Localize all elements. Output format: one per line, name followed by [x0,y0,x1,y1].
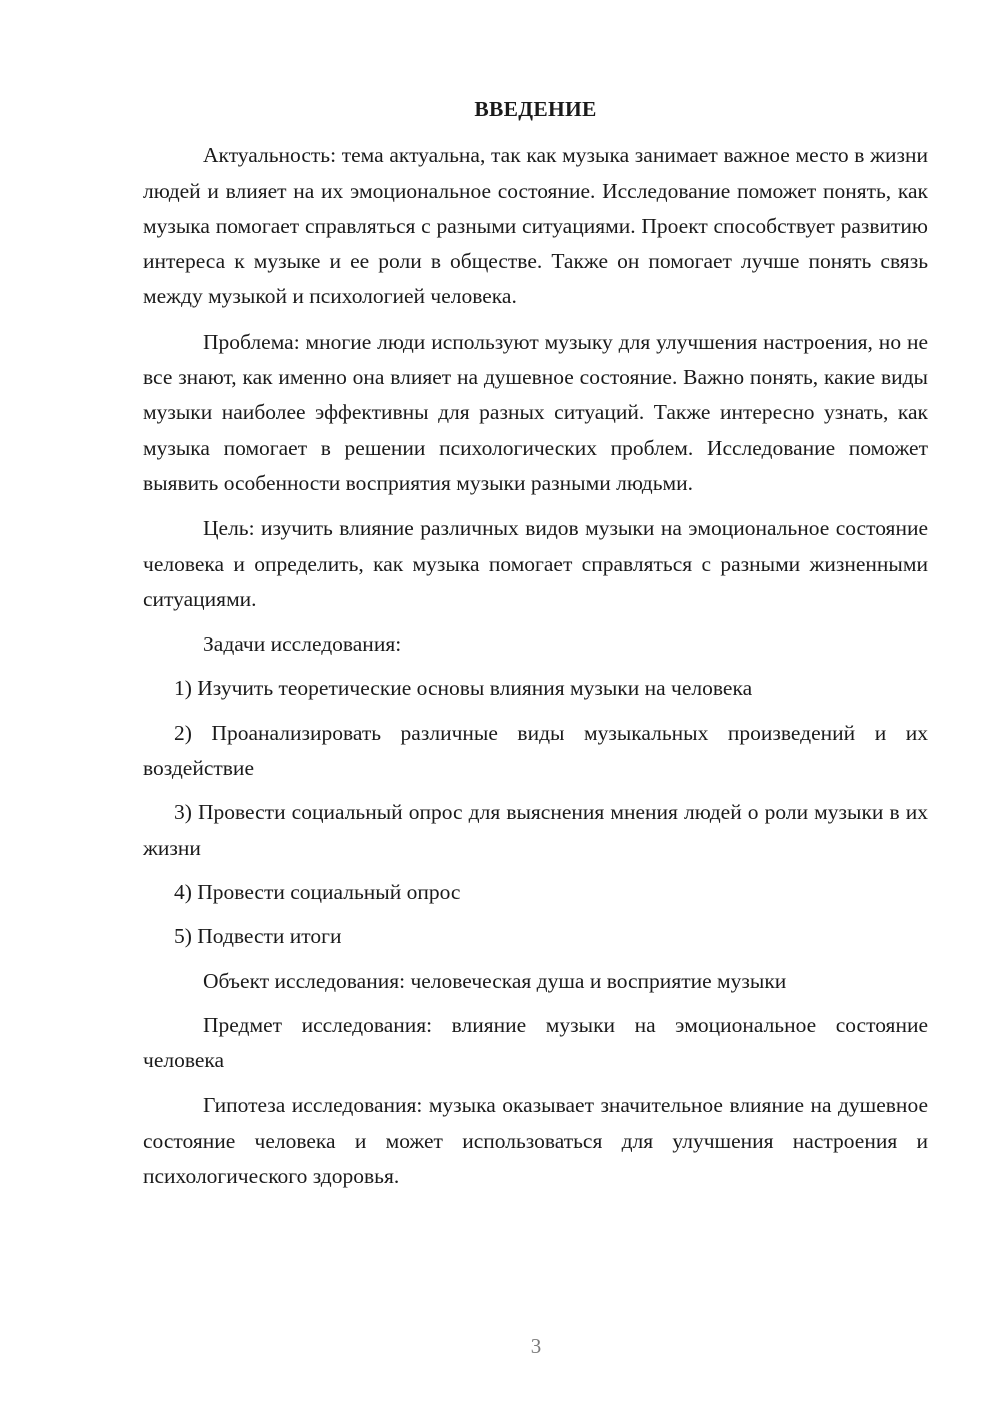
task-item-3: 3) Провести социальный опрос для выяснения мнения людей о роли музыки в их жизни [143,800,928,860]
task-item-5: 5) Подвести итоги [174,924,342,949]
paragraph-goal: Цель: изучить влияние различных видов музыки на эмоциональное состояние человека и определить, как музыка помогает справляться с разными жизненными ситуациями. [143,516,928,611]
section-title: ВВЕДЕНИЕ [474,97,597,121]
task-item-2: 2) Проанализировать различные виды музыкальных произведений и их воздействие [143,720,928,781]
paragraph-object: Объект исследования: человеческая душа и восприятие музыки [203,968,787,993]
paragraph-subject: Предмет исследования: влияние музыки на эмоциональное состояние человека [143,1012,928,1073]
document-page [143,92,928,1204]
tasks-heading: Задачи исследования: [203,632,402,657]
page-number: 3 [530,1334,542,1358]
task-item-1: 1) Изучить теоретические основы влияния музыки на человека [174,676,753,701]
task-item-4: 4) Провести социальный опрос [174,879,461,904]
paragraph-relevance: Актуальность: тема актуальна, так как музыка занимает важное место в жизни людей и влияет на их эмоциональное состояние. Исследование поможет понять, как музыка помогает справляться с разными ситуациями. Проект способствует развитию интереса к музыке и ее роли в обществе. Также он помогает лучше понять связь между музыкой и психологией человека. [143,143,928,309]
paragraph-problem: Проблема: многие люди используют музыку для улучшения настроения, но не все знают, как именно она влияет на душевное состояние. Важно понять, какие виды музыки наиболее эффективны для разных ситуаций. Также интересно узнать, как музыка помогает в решении психологических проблем. Исследование поможет выявить особенности восприятия музыки разными людьми. [143,329,928,495]
paragraph-hypothesis: Гипотеза исследования: музыка оказывает значительное влияние на душевное состояние человека и может использоваться для улучшения настроения и психологического здоровья. [143,1093,928,1189]
